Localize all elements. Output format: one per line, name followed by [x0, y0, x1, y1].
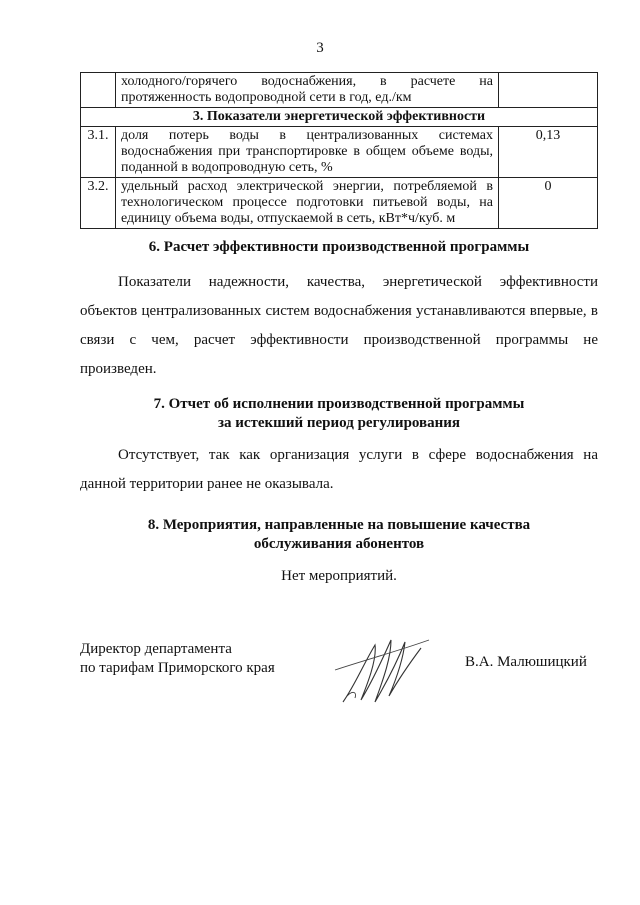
section-6-paragraph: Показатели надежности, качества, энергетической эффективности объектов централизованных систем водоснабжения устанавливаются впервые, в связи с чем, расчет эффективности производственной программы не произведен. — [80, 274, 598, 377]
table-row — [81, 178, 598, 229]
row-number-cell — [81, 73, 116, 108]
signer-position-line1: Директор департамента — [80, 641, 232, 657]
row-text-cell: доля потерь воды в централизованных системах водоснабжения при транспортировке в общем объеме воды, поданной в водопроводную сеть, % — [116, 127, 499, 178]
row-value-cell: 0,13 — [499, 127, 598, 178]
section-title-cell: 3. Показатели энергетической эффективности — [81, 108, 598, 127]
section-6-heading: 6. Расчет эффективности производственной программы — [148, 239, 530, 255]
row-number-cell: 3.1. — [81, 127, 116, 178]
row-number-cell: 3.2. — [81, 178, 116, 229]
handwritten-signature — [325, 630, 435, 710]
section-7-heading-line2: за истекший период регулирования — [217, 415, 461, 431]
signer-position — [80, 640, 275, 678]
section-7-paragraph: Отсутствует, так как организация услуги в сфере водоснабжения на данной территории ранее не оказывала. — [80, 447, 598, 492]
section-8-heading-line1: 8. Мероприятия, направленные на повышение качества — [147, 517, 531, 533]
section-8-heading — [80, 516, 598, 554]
table-row — [81, 73, 598, 108]
section-8-text: Нет мероприятий. — [281, 568, 397, 584]
table-row — [81, 127, 598, 178]
section-7-heading — [80, 395, 598, 433]
section-7-heading-line1: 7. Отчет об исполнении производственной программы — [153, 396, 525, 412]
indicators-table — [80, 72, 598, 229]
row-value-cell: 0 — [499, 178, 598, 229]
row-value-cell — [499, 73, 598, 108]
table-section-row — [81, 108, 598, 127]
page-number: 3 — [316, 40, 324, 56]
section-8-heading-line2: обслуживания абонентов — [253, 536, 425, 552]
row-text-cell: холодного/горячего водоснабжения, в расчете на протяженность водопроводной сети в год, ед./км — [116, 73, 499, 108]
row-text-cell: удельный расход электрической энергии, потребляемой в технологическом процессе подготовки питьевой воды, на единицу объема воды, отпускаемой в сеть, кВт*ч/куб. м — [116, 178, 499, 229]
signer-name: В.А. Малюшицкий — [465, 654, 587, 670]
signer-position-line2: по тарифам Приморского края — [80, 660, 275, 676]
